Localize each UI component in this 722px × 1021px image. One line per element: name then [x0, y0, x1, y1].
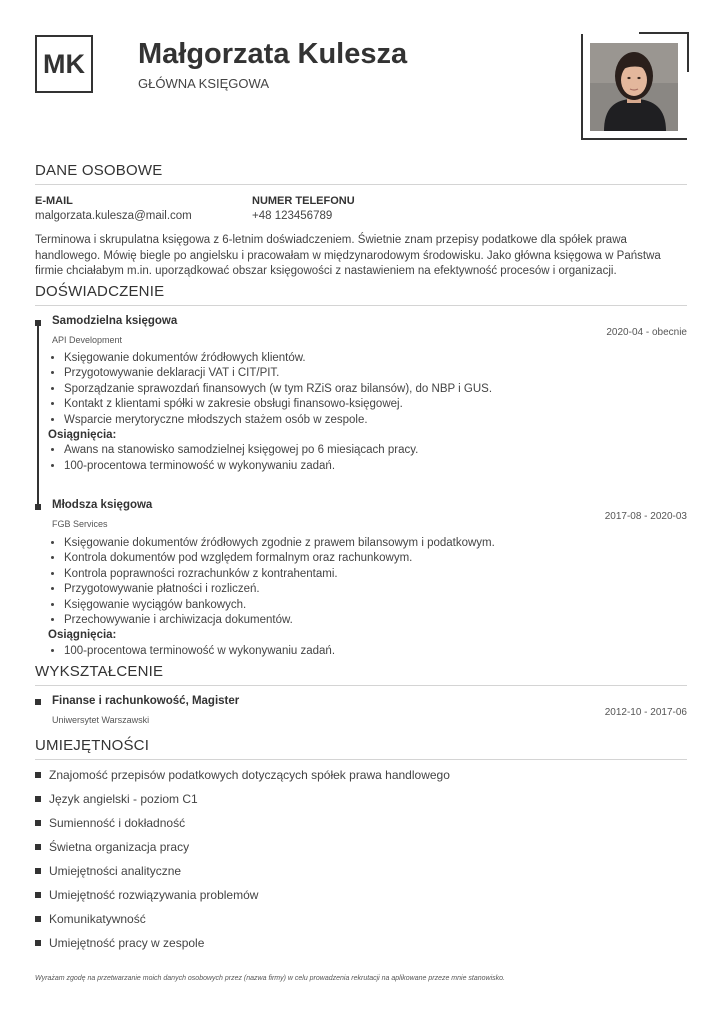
timeline-marker [35, 320, 41, 326]
candidate-name: Małgorzata Kulesza [138, 38, 408, 70]
job-dates: 2017-08 - 2020-03 [604, 511, 687, 522]
skill-marker [35, 844, 41, 850]
education-school: Uniwersytet Warszawski [52, 715, 150, 725]
skill-item: Świetna organizacja pracy [49, 840, 190, 854]
phone-value: +48 123456789 [252, 210, 333, 222]
skill-marker [35, 772, 41, 778]
skill-marker [35, 892, 41, 898]
job-duties-list [48, 351, 492, 474]
skill-item: Umiejętności analityczne [49, 864, 182, 878]
list-item: • Przygotowywanie deklaracji VAT i CIT/PIT. [64, 366, 492, 381]
list-item: • Kontrola poprawności rozrachunków z kontrahentami. [64, 567, 495, 582]
education-marker [35, 699, 41, 705]
job-duties-list [48, 536, 495, 659]
gdpr-consent-clause: Wyrażam zgodę na przetwarzanie moich danych osobowych przez (nazwa firmy) w celu prowadzenia rekrutacji na aplikowane przeze mnie stanowisko. [35, 975, 505, 982]
timeline-line [37, 320, 39, 508]
candidate-job-title: GŁÓWNA KSIĘGOWA [138, 76, 269, 91]
list-item: • Przechowywanie i archiwizacja dokumentów. [64, 613, 495, 628]
list-item: • Sporządzanie sprawozdań finansowych (w tym RZiS oraz bilansów), do NBP i GUS. [64, 382, 492, 397]
skill-item: Sumienność i dokładność [49, 816, 186, 830]
divider [35, 685, 687, 686]
list-item: • Przygotowywanie płatności i rozliczeń. [64, 582, 495, 597]
section-title-education: WYKSZTAŁCENIE [35, 663, 164, 680]
divider [35, 305, 687, 306]
portrait-image [590, 43, 678, 131]
job-title: Młodsza księgowa [52, 499, 153, 511]
list-item: • Księgowanie dokumentów źródłowych zgodnie z prawem bilansowym i podatkowym. [64, 536, 495, 551]
list-item: • 100-procentowa terminowość w wykonywaniu zadań. [64, 459, 492, 474]
skill-item: Komunikatywność [49, 912, 146, 926]
phone-label: NUMER TELEFONU [252, 195, 355, 207]
section-title-skills: UMIEJĘTNOŚCI [35, 737, 150, 754]
job-dates: 2020-04 - obecnie [606, 327, 687, 338]
list-item: • Kontrola dokumentów pod względem formalnym oraz rachunkowym. [64, 551, 495, 566]
list-item: • Księgowanie wyciągów bankowych. [64, 598, 495, 613]
list-item: • 100-procentowa terminowość w wykonywaniu zadań. [64, 644, 495, 659]
section-title-experience: DOŚWIADCZENIE [35, 283, 165, 300]
job-company: FGB Services [52, 519, 108, 529]
skill-item: Umiejętność pracy w zespole [49, 936, 205, 950]
section-title-personal: DANE OSOBOWE [35, 162, 163, 179]
skill-marker [35, 868, 41, 874]
timeline-marker [35, 504, 41, 510]
job-company: API Development [52, 335, 123, 345]
skill-marker [35, 916, 41, 922]
skill-item: Znajomość przepisów podatkowych dotyczących spółek prawa handlowego [49, 768, 450, 782]
education-degree: Finanse i rachunkowość, Magister [52, 695, 240, 707]
education-dates: 2012-10 - 2017-06 [604, 707, 687, 718]
list-item: • Wsparcie merytoryczne młodszych stażem osób w zespole. [64, 413, 492, 428]
skill-marker [35, 796, 41, 802]
skill-marker [35, 820, 41, 826]
monogram-logo: MK [35, 35, 93, 93]
achievements-label: Osiągnięcia: [48, 429, 117, 442]
list-item: • Księgowanie dokumentów źródłowych klientów. [64, 351, 492, 366]
divider [35, 759, 687, 760]
achievements-label: Osiągnięcia: [48, 629, 117, 642]
email-value: malgorzata.kulesza@mail.com [35, 210, 192, 222]
skill-item: Język angielski - poziom C1 [49, 792, 198, 806]
divider [35, 184, 687, 185]
profile-photo [590, 43, 678, 131]
list-item: • Awans na stanowisko samodzielnej księgowej po 6 miesiącach pracy. [64, 443, 492, 458]
skill-marker [35, 940, 41, 946]
job-title: Samodzielna księgowa [52, 315, 178, 327]
skill-item: Umiejętność rozwiązywania problemów [49, 888, 259, 902]
profile-summary: Terminowa i skrupulatna księgowa z 6-letnim doświadczeniem. Świetnie znam przepisy podatkowe dla spółek prawa handlowego. Mówię biegle po angielsku i pracowałam w międzynarodowym środowisku. Jako główna księgowa w Państwa firmie chciałabym m.in. uporządkować obszar księgowości z nastawieniem na efektywność procesów i organizacji. [35, 234, 661, 277]
email-label: E-MAIL [35, 195, 73, 207]
list-item: • Kontakt z klientami spółki w zakresie obsługi finansowo-księgowej. [64, 397, 492, 412]
